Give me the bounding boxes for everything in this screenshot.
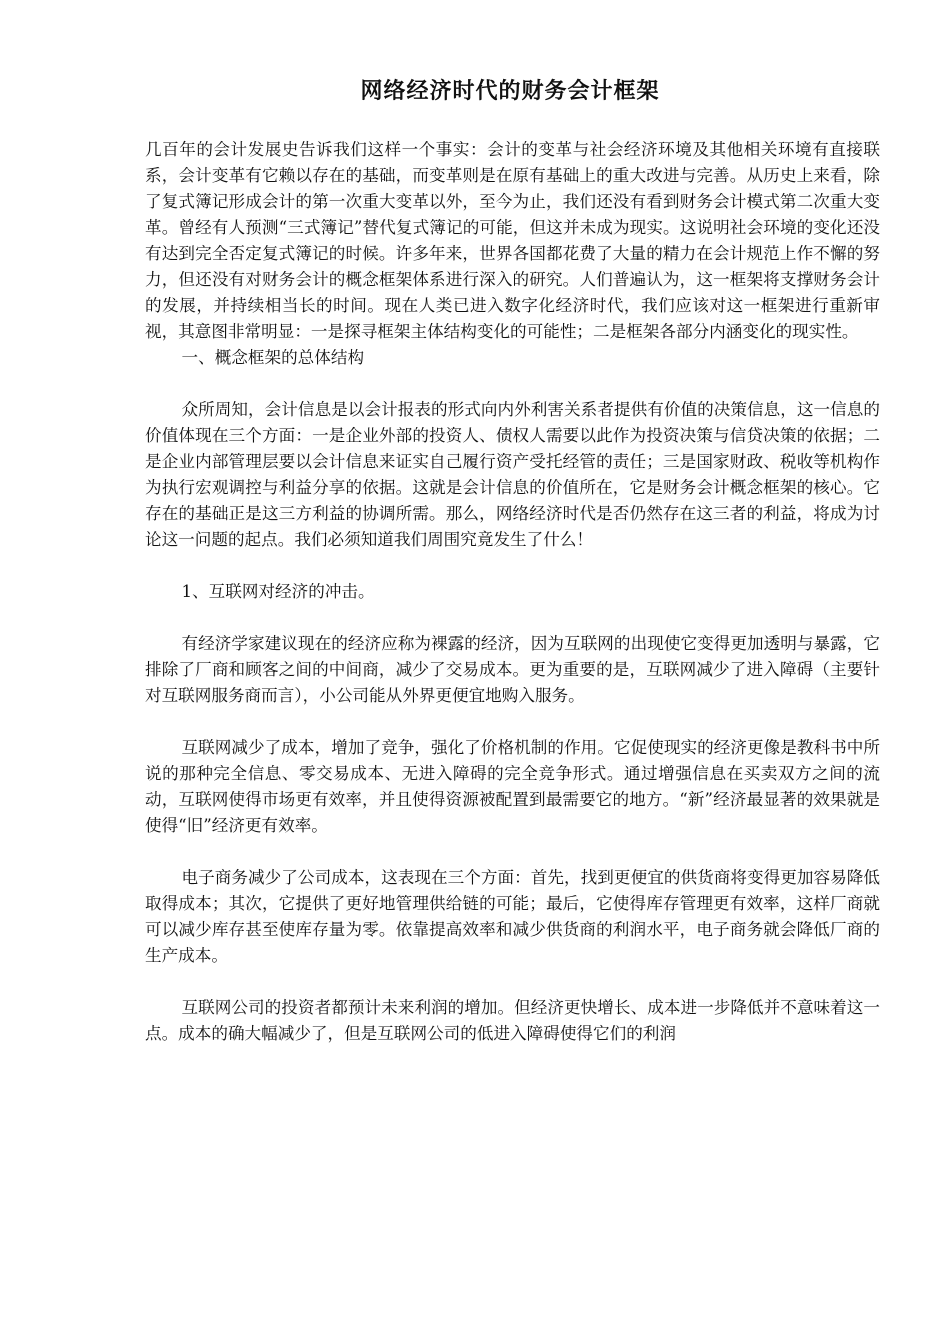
document-title: 网络经济时代的财务会计框架: [360, 78, 660, 104]
body-paragraph: 众所周知，会计信息是以会计报表的形式向内外利害关系者提供有价值的决策信息，这一信息的价值体现在三个方面：一是企业外部的投资人、债权人需要以此作为投资决策与信贷决策的依据；二是企业内部管理层要以会计信息来证实自己履行资产受托经管的责任；三是国家财政、税收等机构作为执行宏观调控与利益分享的依据。这就是会计信息的价值所在，它是财务会计概念框架的核心。它存在的基础正是这三方利益的协调所需。那么，网络经济时代是否仍然存在这三者的利益，将成为讨论这一问题的起点。我们必须知道我们周围究竟发生了什么！: [145, 400, 880, 549]
section-heading: 一、概念框架的总体结构: [181, 348, 365, 367]
body-paragraph: 互联网公司的投资者都预计未来利润的增加。但经济更快增长、成本进一步降低并不意味着这一点。成本的确大幅减少了，但是互联网公司的低进入障碍使得它们的利润: [145, 998, 880, 1043]
intro-paragraph: 几百年的会计发展史告诉我们这样一个事实：会计的变革与社会经济环境及其他相关环境有直接联系，会计变革有它赖以存在的基础，而变革则是在原有基础上的重大改进与完善。从历史上来看，除了复式簿记形成会计的第一次重大变革以外，至今为止，我们还没有看到财务会计模式第二次重大变革。曾经有人预测“三式簿记”替代复式簿记的可能，但这并未成为现实。这说明社会环境的变化还没有达到完全否定复式簿记的时候。许多年来，世界各国都花费了大量的精力在会计规范上作不懈的努力，但还没有对财务会计的概念框架体系进行深入的研究。人们普遍认为，这一框架将支撑财务会计的发展，并持续相当长的时间。现在人类已进入数字化经济时代，我们应该对这一框架进行重新审视，其意图非常明显：一是探寻框架主体结构变化的可能性；二是框架各部分内涵变化的现实性。: [145, 140, 880, 341]
document-body: [145, 137, 880, 1047]
body-paragraph: 有经济学家建议现在的经济应称为裸露的经济，因为互联网的出现使它变得更加透明与暴露，它排除了厂商和顾客之间的中间商，减少了交易成本。更为重要的是，互联网减少了进入障碍（主要针对互联网服务商而言），小公司能从外界更便宜地购入服务。: [145, 634, 880, 705]
body-paragraph: 互联网减少了成本，增加了竞争，强化了价格机制的作用。它促使现实的经济更像是教科书中所说的那种完全信息、零交易成本、无进入障碍的完全竞争形式。通过增强信息在买卖双方之间的流动，互联网使得市场更有效率，并且使得资源被配置到最需要它的地方。“新”经济最显著的效果就是使得“旧”经济更有效率。: [145, 738, 880, 835]
body-paragraph: 电子商务减少了公司成本，这表现在三个方面：首先，找到更便宜的供货商将变得更加容易降低取得成本；其次，它提供了更好地管理供给链的可能；最后，它使得库存管理更有效率，这样厂商就可以减少库存甚至使库存量为零。依靠提高效率和减少供货商的利润水平，电子商务就会降低厂商的生产成本。: [145, 868, 880, 965]
subsection-heading: 1、互联网对经济的冲击。: [181, 582, 375, 601]
